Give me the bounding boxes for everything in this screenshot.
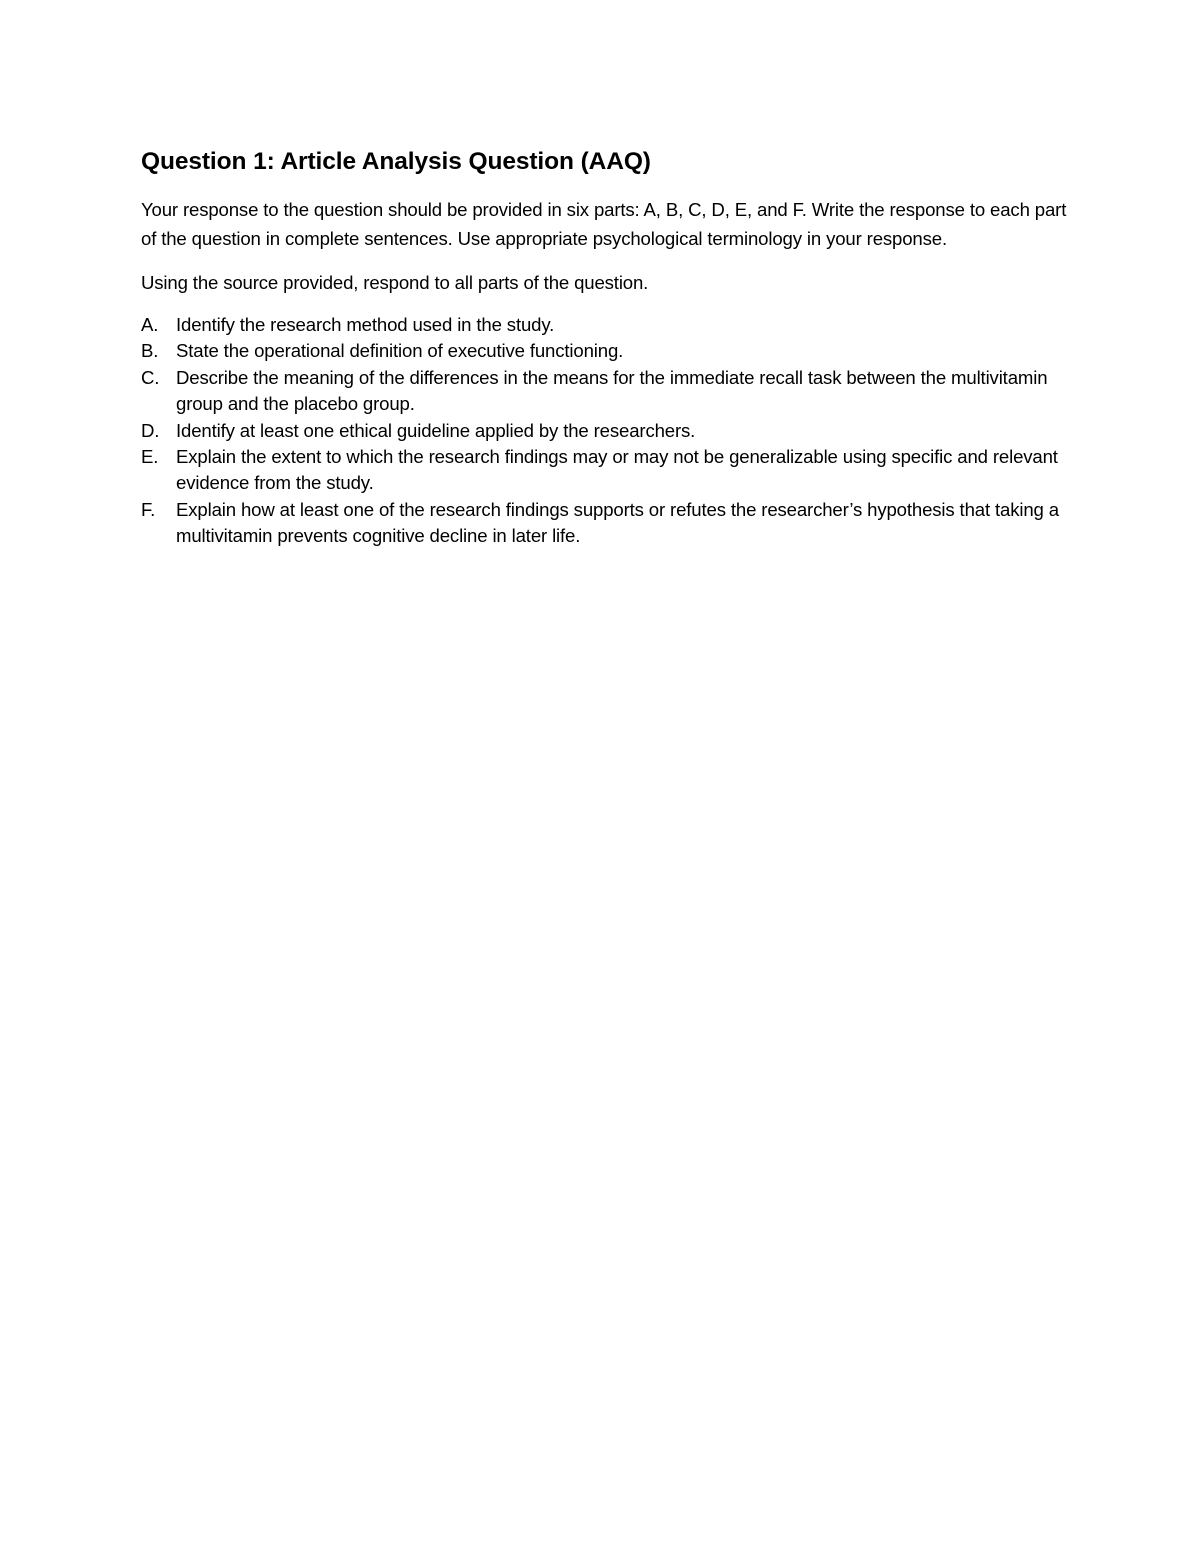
part-letter: F. bbox=[141, 498, 156, 520]
part-text: Describe the meaning of the differences in the means for the immediate recall task between the multivitamin group and the placebo group. bbox=[176, 366, 1048, 415]
part-text: Explain how at least one of the research findings supports or refutes the researcher’s hypothesis that taking a multivitamin prevents cognitive decline in later life. bbox=[176, 498, 1059, 547]
question-heading: Question 1: Article Analysis Question (AAQ) bbox=[141, 148, 651, 175]
list-item-part-d bbox=[141, 418, 1071, 444]
list-item-part-e bbox=[141, 444, 1071, 497]
question-parts-list bbox=[141, 312, 1071, 550]
part-letter: D. bbox=[141, 419, 160, 441]
part-text: Identify the research method used in the study. bbox=[176, 314, 555, 335]
source-instruction: Using the source provided, respond to all parts of the question. bbox=[141, 272, 649, 293]
document-body bbox=[141, 146, 1071, 550]
part-text: State the operational definition of executive functioning. bbox=[176, 340, 624, 362]
part-letter: E. bbox=[141, 446, 159, 468]
list-item-part-a bbox=[141, 312, 1071, 338]
response-instructions: Your response to the question should be provided in six parts: A, B, C, D, E, and F. Write the response to each part of the question in complete sentences. Use appropriate psychological terminology in your response. bbox=[141, 199, 1067, 249]
list-item-part-c bbox=[141, 365, 1071, 418]
part-letter: A. bbox=[141, 314, 159, 335]
part-text: Identify at least one ethical guideline applied by the researchers. bbox=[176, 419, 696, 441]
part-text: Explain the extent to which the research findings may or may not be generalizable using specific and relevant evidence from the study. bbox=[176, 446, 1058, 494]
part-letter: C. bbox=[141, 366, 160, 388]
list-item-part-b bbox=[141, 338, 1071, 364]
list-item-part-f bbox=[141, 497, 1071, 550]
part-letter: B. bbox=[141, 340, 159, 362]
